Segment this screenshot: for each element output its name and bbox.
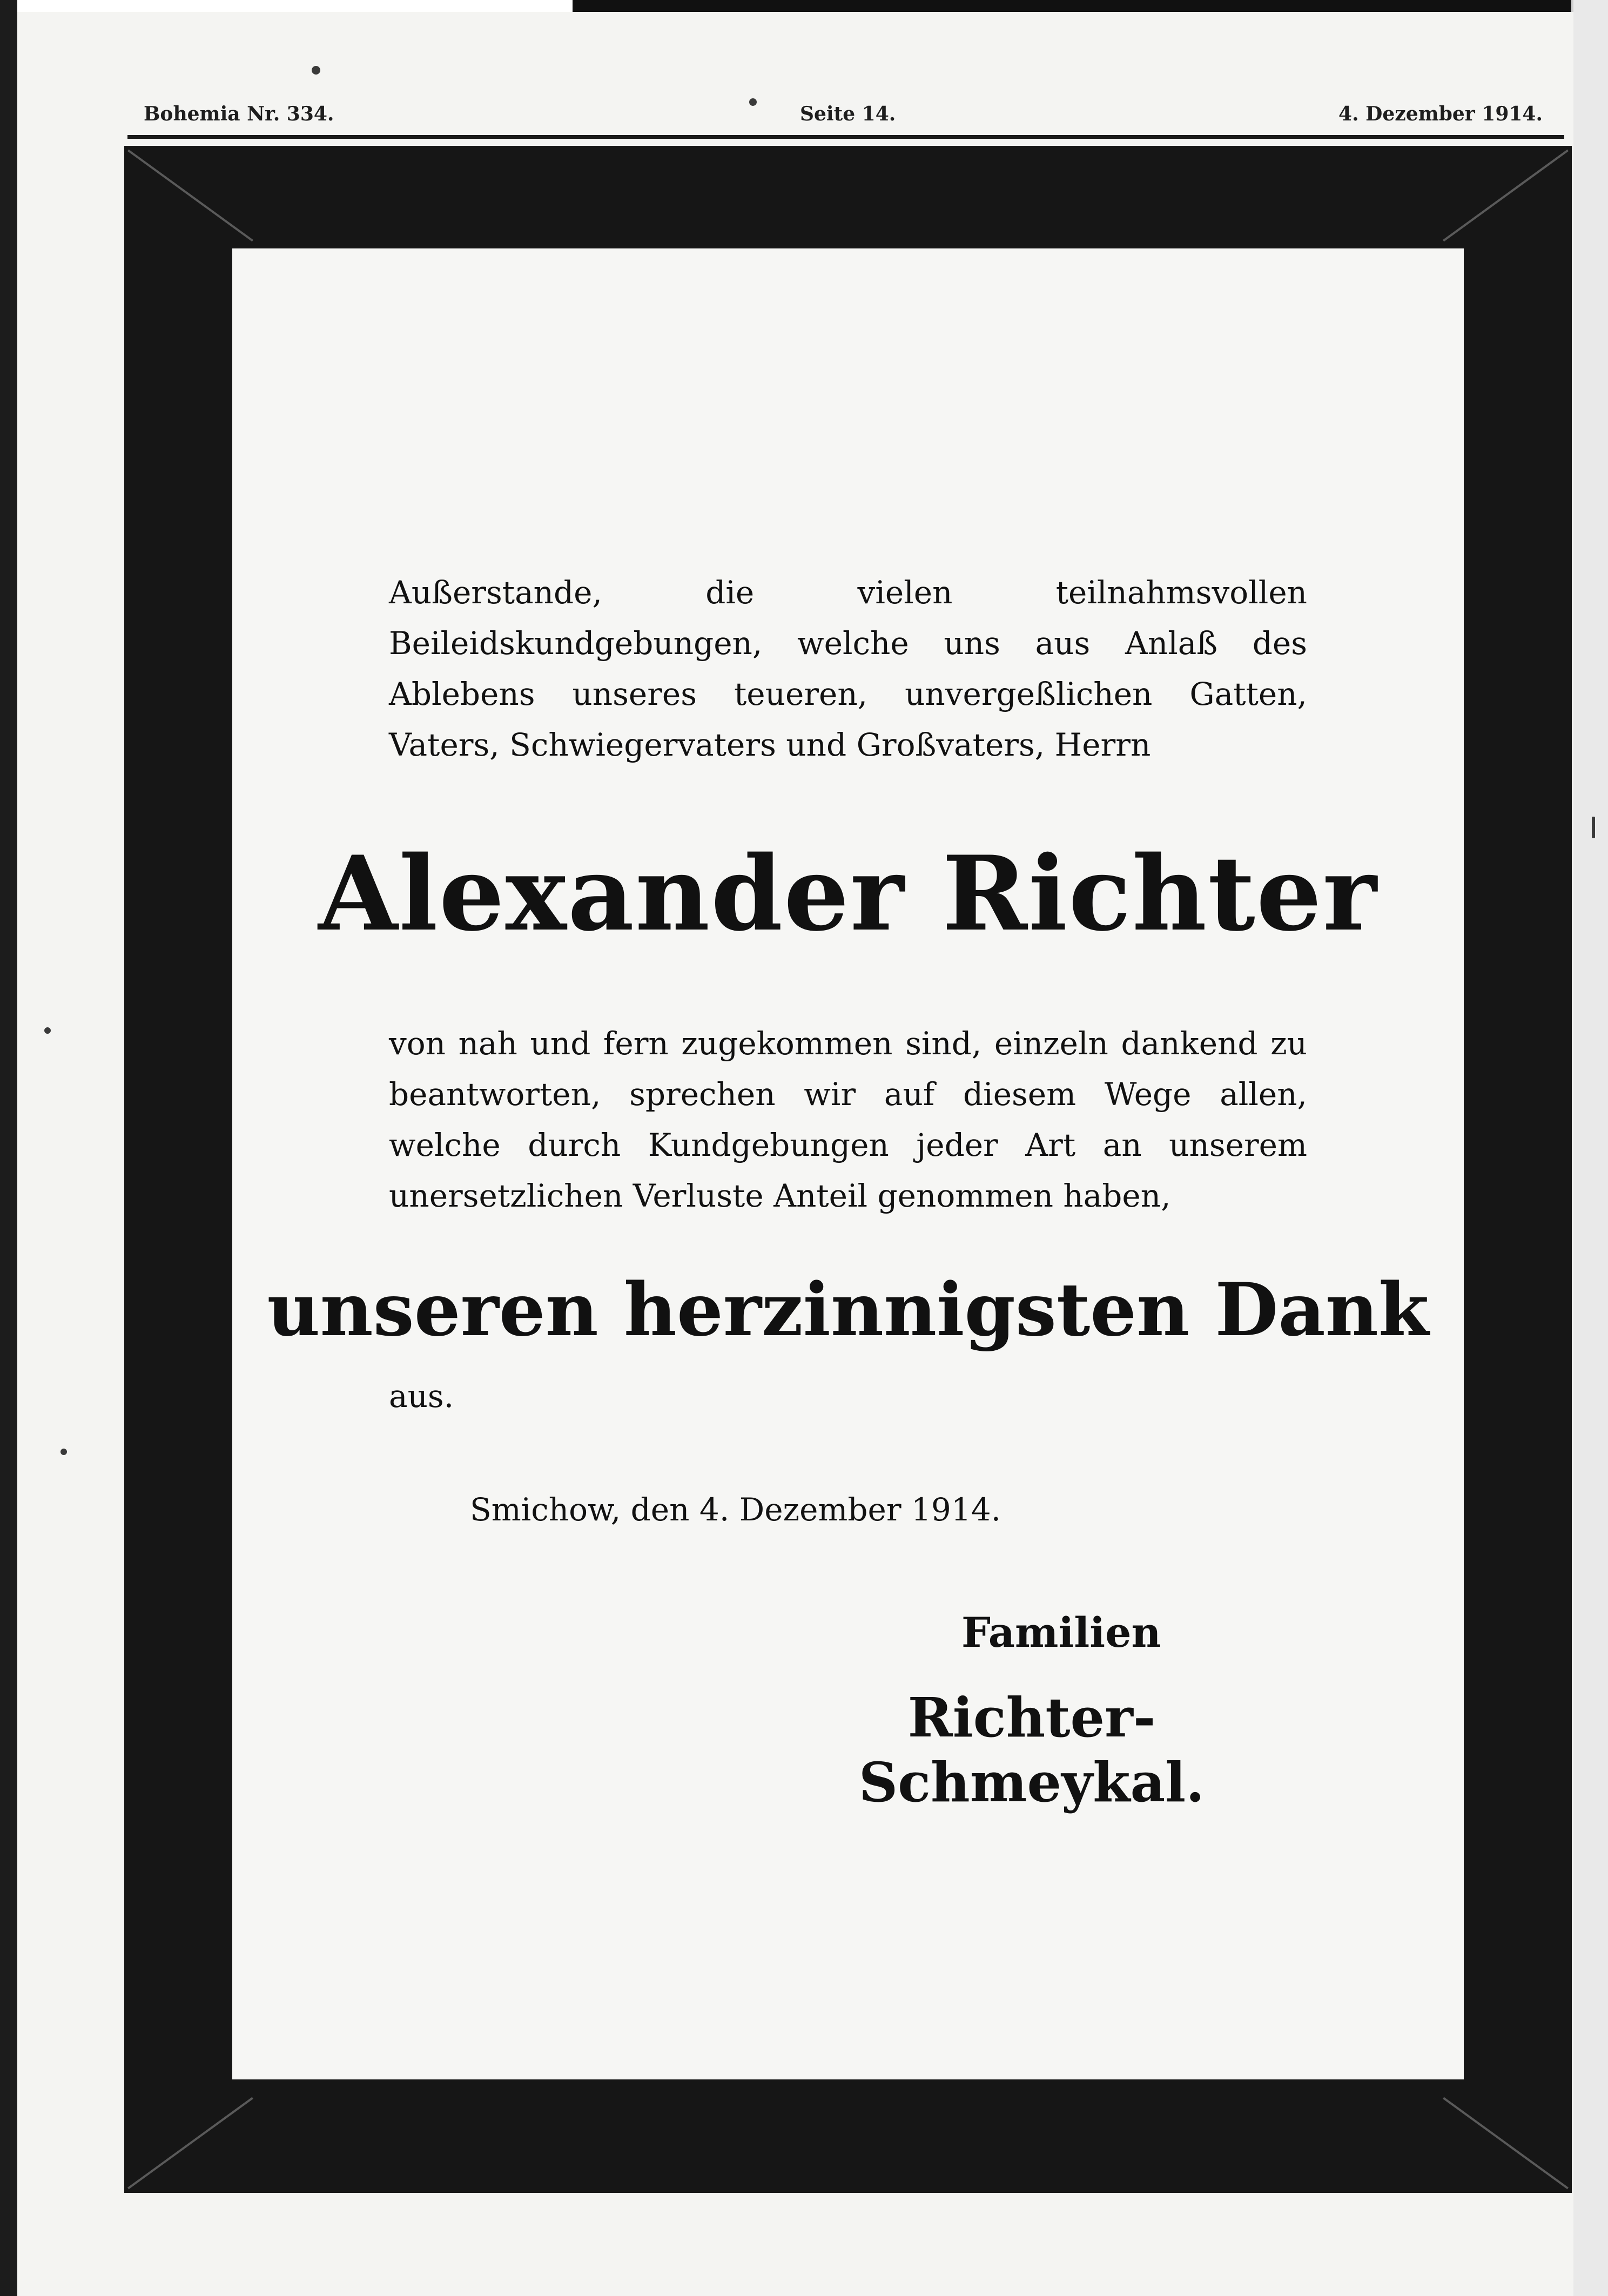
scan-edge-left	[0, 0, 17, 2296]
deceased-name: Alexander Richter	[318, 833, 1378, 954]
page-header	[127, 103, 1564, 135]
notice-paragraph-intro: Außerstande, die vielen teilnahmsvollen Beileidskundgebungen, welche uns aus Anlaß des Ablebens unseres teueren, unvergeßlichen Gatten, Vaters, Schwiegervaters und Großvaters, Herrn	[389, 574, 1307, 763]
frame-corner-mitre	[1443, 2097, 1569, 2190]
print-speck	[312, 66, 320, 75]
print-speck	[1592, 817, 1595, 838]
header-publication: Bohemia Nr. 334.	[144, 103, 334, 125]
thank-you-notice	[232, 248, 1464, 2079]
notice-panel	[232, 248, 1464, 2079]
print-speck	[44, 1027, 51, 1034]
signature-family-names: Richter-Schmeykal.	[858, 1686, 1205, 1814]
mourning-frame	[124, 146, 1572, 2193]
place-and-date: Smichow, den 4. Dezember 1914.	[470, 1491, 1001, 1528]
thanks-heading: unseren herzinnigsten Dank	[267, 1267, 1429, 1352]
notice-paragraph-body: von nah und fern zugekommen sind, einzeln dankend zu beantworten, sprechen wir auf diesem Wege allen, welche durch Kundgebungen jeder Art an unserem unersetzlichen Verluste Anteil genommen haben,	[389, 1025, 1307, 1214]
frame-corner-mitre	[127, 2097, 253, 2190]
scan-edge-right	[1571, 0, 1608, 2296]
scan-edge-top	[573, 0, 1608, 12]
frame-corner-mitre	[1443, 150, 1569, 242]
frame-corner-mitre	[127, 150, 253, 242]
print-speck	[60, 1449, 67, 1455]
header-page-number: Seite 14.	[800, 103, 896, 125]
header-rule	[127, 135, 1564, 139]
header-date: 4. Dezember 1914.	[1338, 103, 1543, 125]
notice-closing-word: aus.	[389, 1378, 454, 1415]
signature-families: Familien	[961, 1608, 1161, 1657]
